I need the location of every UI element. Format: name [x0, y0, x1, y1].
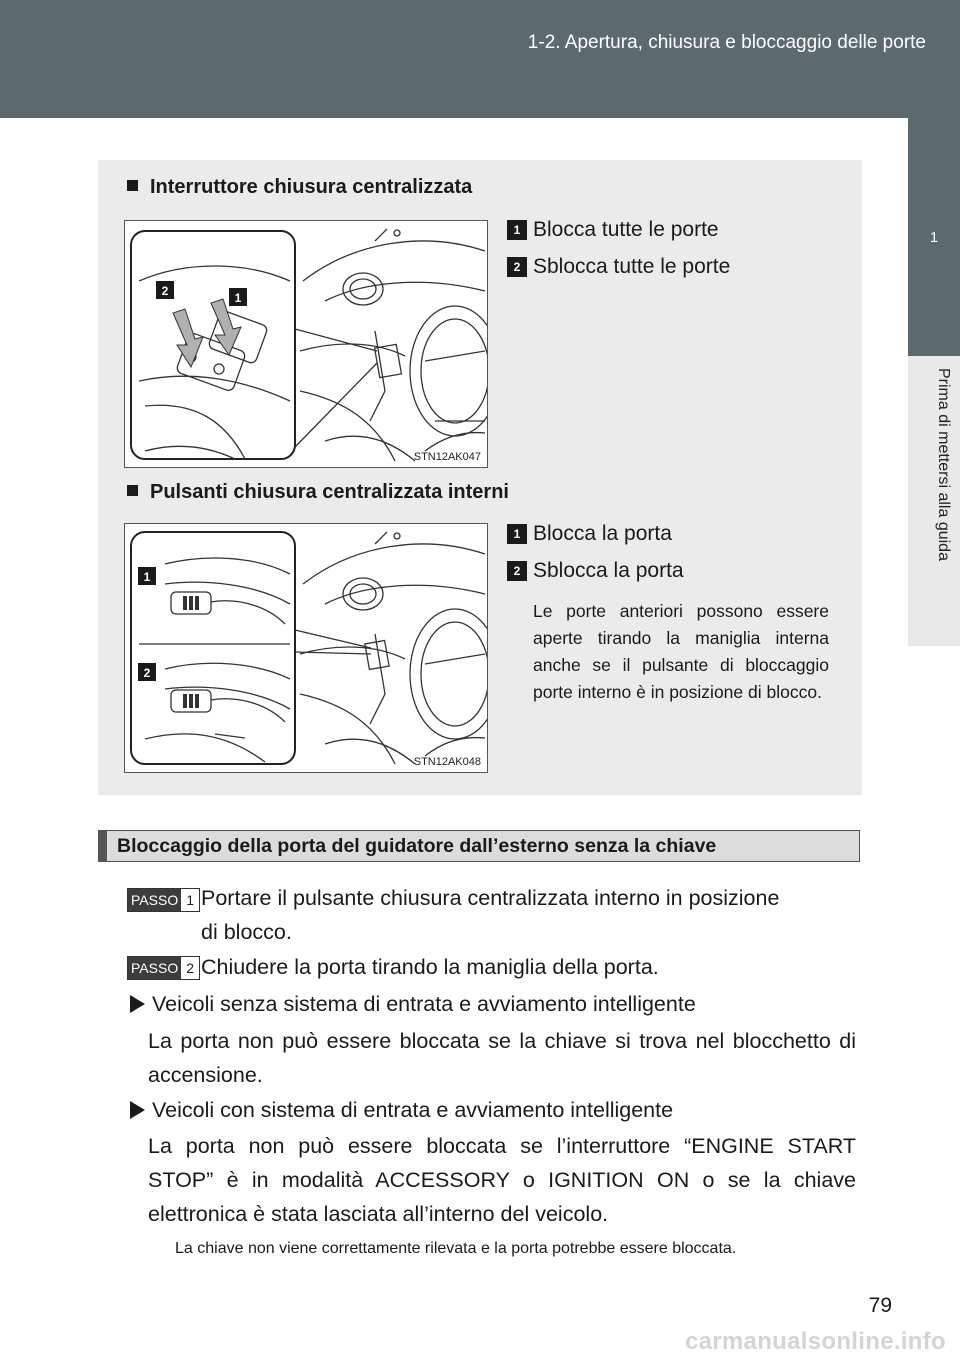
legend-number: 1 — [507, 220, 527, 240]
chapter-tab-number: 1 — [908, 118, 960, 356]
illustration-switch — [124, 220, 488, 468]
legend-number: 1 — [507, 524, 527, 544]
bullet-square-icon — [127, 180, 138, 191]
step-badge: PASSO 1 — [127, 888, 200, 912]
lock-button-illustration — [125, 524, 487, 772]
small-note: La chiave non viene correttamente rilevata e la porta potrebbe essere bloccata. — [175, 1240, 737, 1257]
triangle-bullet-icon — [130, 995, 145, 1013]
case-heading: Veicoli con sistema di entrata e avviamento intelligente — [152, 1098, 674, 1122]
legend-number: 2 — [507, 561, 527, 581]
section-heading: Bloccaggio della porta del guidatore dall’esterno senza la chiave — [117, 835, 717, 857]
svg-text:1: 1 — [234, 291, 242, 305]
section-title-buttons: Pulsanti chiusura centralizzata interni — [127, 481, 509, 504]
illustration-buttons — [124, 523, 488, 773]
heading-accent — [99, 831, 107, 861]
case-body: La porta non può essere bloccata se la chiave si trova nel blocchetto di accensione. — [148, 1029, 856, 1087]
svg-text:2: 2 — [161, 284, 169, 298]
illustration-code: STN12AK047 — [413, 451, 481, 463]
case-body: La porta non può essere bloccata se l’interruttore “ENGINE START STOP” è in modalità ACCESSORY o IGNITION ON o se la chiave elettronica è stata lasciata all’interno del veicolo. — [148, 1134, 856, 1226]
illustration-code: STN12AK048 — [413, 756, 481, 768]
page-number: 79 — [868, 1294, 892, 1317]
legend-item: 2 Sblocca tutte le porte — [507, 255, 730, 279]
bullet-square-icon — [127, 485, 138, 496]
legend-number: 2 — [507, 257, 527, 277]
svg-text:2: 2 — [143, 666, 151, 680]
chapter-tab-title: Prima di mettersi alla guida — [935, 368, 952, 561]
page-header — [0, 0, 960, 118]
legend-item: 1 Blocca tutte le porte — [507, 218, 719, 242]
step-badge: PASSO 2 — [127, 956, 200, 980]
step-text-continued: di blocco. — [201, 920, 292, 944]
door-switch-illustration — [125, 221, 487, 467]
step-text: Chiudere la porta tirando la maniglia della porta. — [201, 955, 659, 979]
legend-item: 1 Blocca la porta — [507, 522, 672, 546]
section-title-switch: Interruttore chiusura centralizzata — [127, 176, 472, 199]
legend-item: 2 Sblocca la porta — [507, 559, 684, 583]
svg-text:1: 1 — [143, 570, 151, 584]
header-title: 1-2. Apertura, chiusura e bloccaggio delle porte — [527, 32, 926, 53]
triangle-bullet-icon — [130, 1101, 145, 1119]
section-heading-bar — [98, 830, 860, 862]
watermark: carmanualsonline.info — [684, 1328, 946, 1355]
chapter-tab — [908, 356, 960, 646]
note-text: Le porte anteriori possono essere aperte tirando la maniglia interna anche se il pulsante di bloccaggio porte interno è in posizione di blocco. — [533, 601, 829, 702]
step-text: Portare il pulsante chiusura centralizzata interno in posizione — [201, 886, 780, 910]
case-heading: Veicoli senza sistema di entrata e avviamento intelligente — [152, 992, 696, 1016]
